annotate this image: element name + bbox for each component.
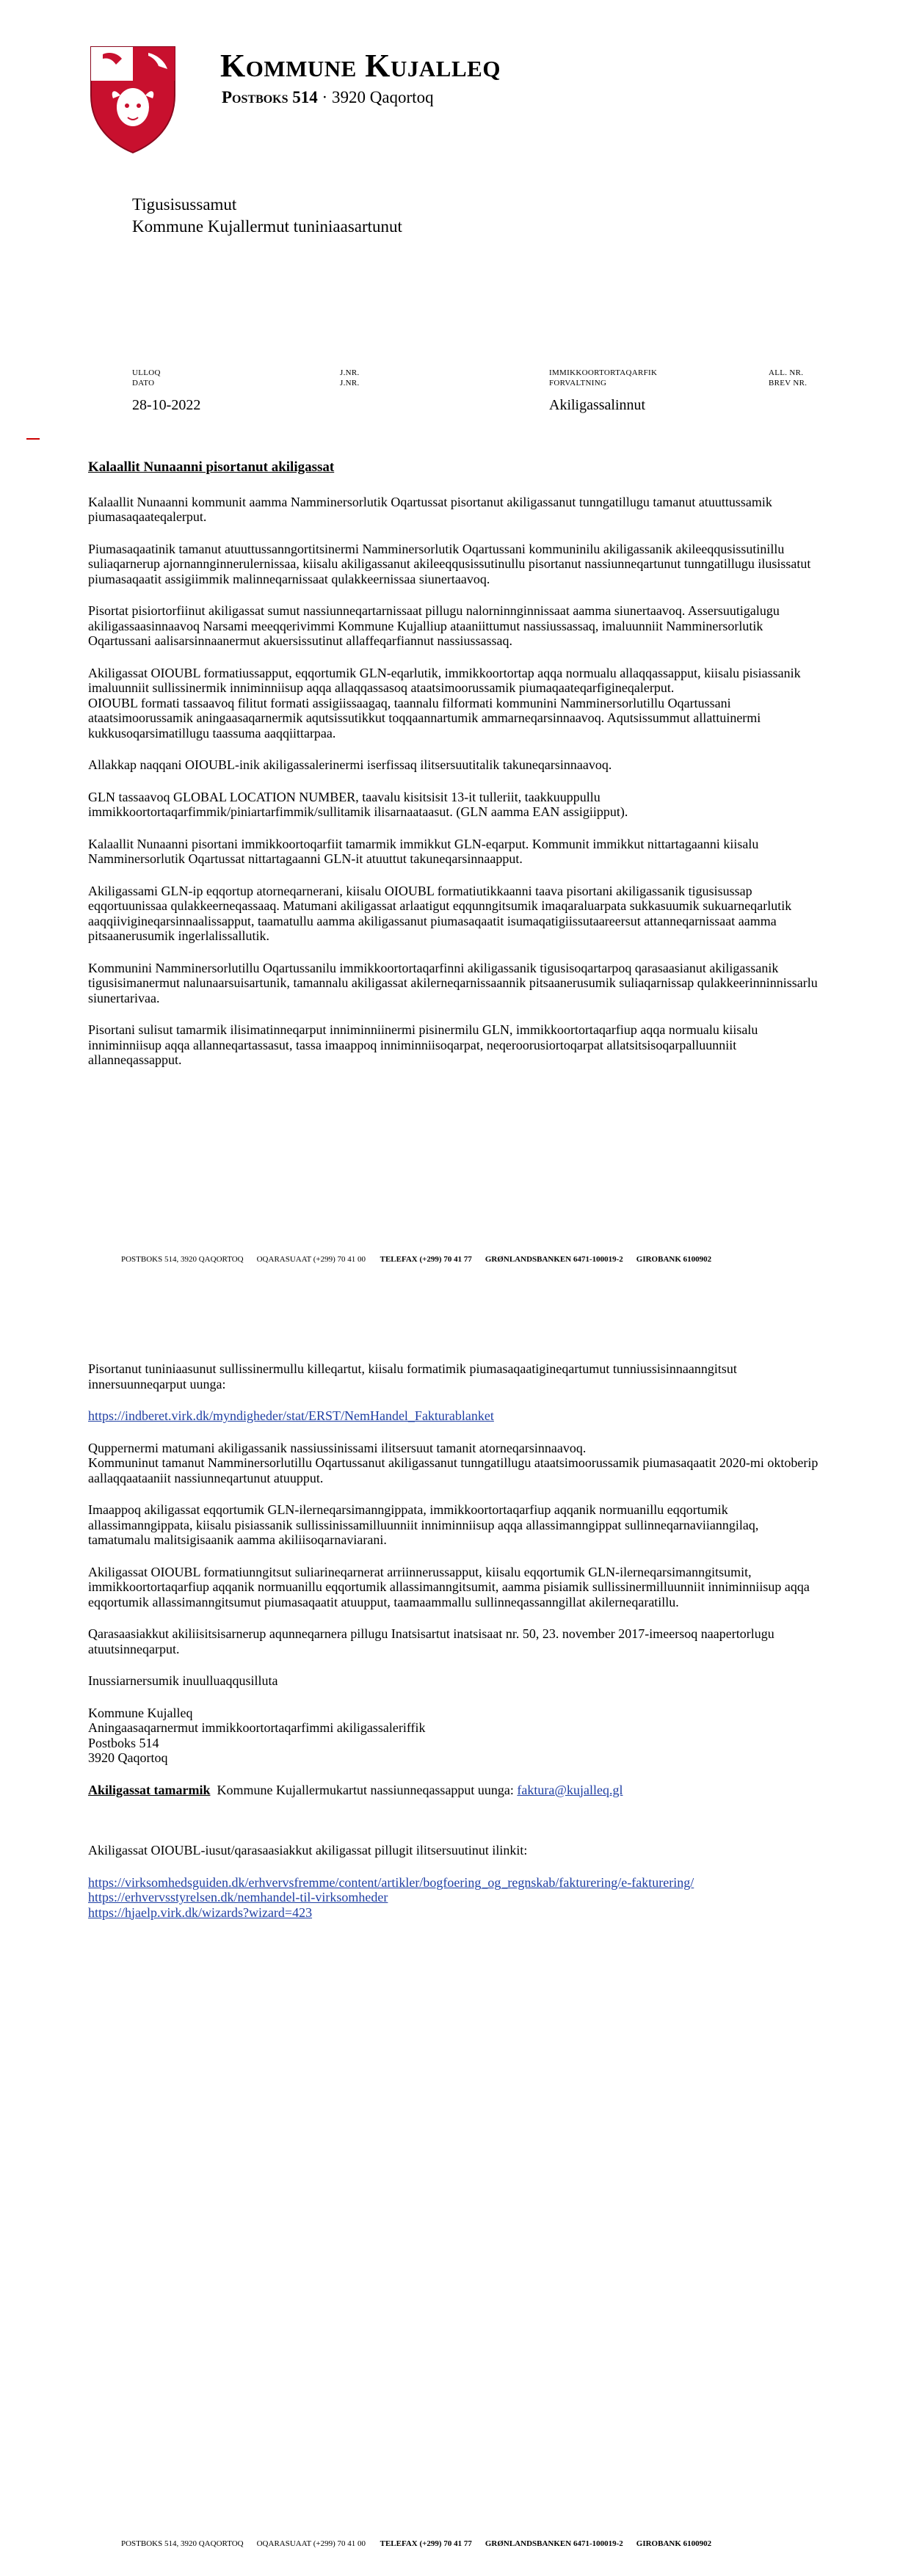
meta-label: DATO <box>132 379 155 388</box>
meta-label: ULLOQ <box>132 368 161 377</box>
paragraph: Pisortanut tuniniaasunut sullissinermullu killeqartut, kiisalu formatimik piumasaqaatigineqartumut tunniussisinnaanngitsut innersuunneqarput uunga: <box>88 1361 737 1391</box>
paragraph-line: OIOUBL formati tassaavoq filitut formati assigiissaagaq, taannalu filformati kommunini Namminersorlutillu Oqartussani ataatsimoorussamik aningaasaqarnermik aqutsissutikkut toqqaannartumik ammarneqarsinnaavoq. Aqutsissummut allattuinermi kukkusoqarsimatillugu taassuma aaqqiittarpaa. <box>88 695 761 741</box>
meta-label: FORVALTNING <box>549 379 607 388</box>
fakturablanket-link[interactable]: https://indberet.virk.dk/myndigheder/stat/ERST/NemHandel_Fakturablanket <box>88 1408 494 1423</box>
invoice-label: Akiligassat tamarmik <box>88 1782 211 1797</box>
paragraph <box>88 666 822 741</box>
footer-giro: GIROBANK 6100902 <box>636 1255 712 1264</box>
paragraph: Piumasaqaatinik tamanut atuuttussanngortitsinermi Namminersorlutik Oqartussani kommuninilu akiligassanik akileeqqusissutinillu suliaqarnerup ajornannginnerulernissaa, kiisalu akiligassanut akileeqqusissutinullu pisortanut nassiunneqartunut tunngatillugu ilusissatut piumasaqaatit assigiimmik malinneqarnissaat qulakkeernissaa siunertaavoq. <box>88 541 811 586</box>
paragraph-line: Quppernermi matumani akiligassanik nassiussinissami ilitsersuut tamanit atorneqarsinnaavoq. <box>88 1440 587 1455</box>
recipient-line-1: Tigusisussamut <box>132 195 237 214</box>
paragraph-line: Kommuninut tamanut Namminersorlutillu Oqartussanut akiligassanut tunngatillugu ataatsimoorussamik piumasaqaatit 2020-mi oktoberip aallaqqaataaniit nassiunneqartunut atuupput. <box>88 1455 819 1485</box>
page-footer <box>121 2539 826 2549</box>
meta-jnr <box>340 368 360 388</box>
letter-body-page-1 <box>88 460 822 1085</box>
footer-fax: TELEFAX (+299) 70 41 77 <box>380 2539 472 2548</box>
letter-heading: Kalaallit Nunaanni pisortanut akiligassat <box>88 459 335 475</box>
paragraph: Akiligassat OIOUBL formatiunngitsut suliarineqarnerat arriinnerussapput, kiisalu eqqortumik GLN-ilerneqarsimanngitsumit, immikkoortortaqarfiup aqqanik normuanillu eqqortumik allassimanngitsumit, aamma pisiamik sullissinermilluunniit inniminniisup aqqa eqqortumik allassimanngitsumut piumasaqaatit atuupput, taamaammallu sullinneqassanngillat akilerneqaratillu. <box>88 1564 810 1609</box>
letter-body-page-2 <box>88 1361 822 1937</box>
meta-label: J.NR. <box>340 368 360 377</box>
paragraph-line: Akiligassat OIOUBL formatiussapput, eqqortumik GLN-eqarlutik, immikkoortortap aqqa normualu allaqqassapput, kiisalu pisiassanik imaluunniit sullissinermik inniminniisup aqqa allaqqassasoq ataatsimoorussamik piumaqaateqarfigineqalerput. <box>88 665 801 695</box>
footer-giro: GIROBANK 6100902 <box>636 2539 712 2548</box>
footer-postbox: POSTBOKS 514, 3920 QAQORTOQ <box>121 1255 244 1264</box>
recipient-block <box>132 194 402 238</box>
footer-phone: OQARASUAAT (+299) 70 41 00 <box>256 1255 366 1264</box>
footer-bank: GRØNLANDSBANKEN 6471-100019-2 <box>484 1255 623 1264</box>
municipal-shield-crest-icon <box>88 44 178 156</box>
virk-wizard-link[interactable]: https://hjaelp.virk.dk/wizards?wizard=423 <box>88 1904 313 1920</box>
organization-address <box>222 88 434 107</box>
paragraph: GLN tassaavoq GLOBAL LOCATION NUMBER, taavalu kisitsisit 13-it tulleriit, taakkuuppullu immikkoortortaqarfimmik/piniartarfimmik/sullitamik ilisarnaataasut. (GLN aamma EAN assigiipput). <box>88 789 628 819</box>
paragraph: Kalaallit Nunaanni kommunit aamma Namminersorlutik Oqartussat pisortanut akiligassanut tunngatillugu tamanut atuuttussamik piumasaqaateqalerput. <box>88 494 772 524</box>
footer-postbox: POSTBOKS 514, 3920 QAQORTOQ <box>121 2539 244 2548</box>
signature-line: Postboks 514 <box>88 1735 159 1750</box>
virksomhedsguiden-link[interactable]: https://virksomhedsguiden.dk/erhvervsfremme/content/artikler/bogfoering_og_regnskab/fakturering/e-fakturering/ <box>88 1874 694 1890</box>
footer-fax: TELEFAX (+299) 70 41 77 <box>380 1255 472 1264</box>
meta-department <box>549 368 657 414</box>
paragraph: Qarasaasiakkut akiliisitsisarnerup aqunneqarnera pillugu Inatsisartut inatsisaat nr. 50, 23. november 2017-imeersoq naapertorlugu atuutsinneqarput. <box>88 1626 774 1656</box>
paragraph: Imaappoq akiligassat eqqortumik GLN-ilerneqarsimanngippata, immikkoortortaqarfiup aqqanik normuanillu eqqortumik allassimanngippata, kiisalu pisiassanik sullissinissamilluunniit inniminniisup aqqa allassimanngippat sullinneqarnaviianngilaq, tamatumalu malitsigisaanik aamma akiliisoqarnaviarani. <box>88 1502 759 1547</box>
paragraph <box>88 1441 822 1486</box>
closing: Inussiarnersumik inuulluaqqusilluta <box>88 1673 278 1688</box>
footer-phone: OQARASUAAT (+299) 70 41 00 <box>256 2539 366 2548</box>
paragraph: Allakkap naqqani OIOUBL-inik akiligassalerinermi iserfissaq ilitsersuutitalik takuneqarsinnaavoq. <box>88 757 612 772</box>
postbox: Postboks 514 <box>222 88 318 106</box>
erhvervsstyrelsen-link[interactable]: https://erhvervsstyrelsen.dk/nemhandel-til-virksomheder <box>88 1890 388 1904</box>
invoice-text: Kommune Kujallermukartut nassiunneqassapput uunga: <box>210 1782 518 1797</box>
meta-label: ALL. NR. <box>769 368 804 377</box>
paragraph: Kommunini Namminersorlutillu Oqartussanilu immikkoortortaqarfinni akiligassanik tigusisoqartarpoq qarasaasianut akiligassanik tigusisimanermut nalunaarsuisartunik, tamannalu akiligassat akilerneqarnissaannik pitsaanerusumik suliaqarnissap qulakkeerinninnissarlu siunertarivaa. <box>88 960 818 1005</box>
paragraph: Pisortat pisiortorfiinut akiligassat sumut nassiunneqartarnissaat pillugu nalorninnginnissaat aamma siunertaavoq. Assersuutigalugu akiligassaasinnaavoq Narsami meeqqerivimmi Kommune Kujalliup ataaniittumut nassiussassaq, imaluunniit Namminersorlutik Oqartussani aalisarsinnaanermut akuersissutinut allaffeqarfiannut nassiussassaq. <box>88 603 780 648</box>
meta-label: BREV NR. <box>769 379 807 388</box>
meta-letter-no <box>769 368 807 388</box>
invoice-address-line <box>88 1783 822 1798</box>
fold-mark <box>26 438 40 440</box>
address-separator: · <box>322 88 328 106</box>
signature-line: Aningaasaqarnermut immikkoortortaqarfimmi akiligassaleriffik <box>88 1720 426 1735</box>
signature-line: Kommune Kujalleq <box>88 1705 193 1720</box>
meta-label: J.NR. <box>340 379 360 388</box>
faktura-email-link[interactable]: faktura@kujalleq.gl <box>517 1782 623 1797</box>
department-value: Akiligassalinnut <box>549 397 646 413</box>
organization-name: Kommune Kujalleq <box>220 48 501 84</box>
meta-label: IMMIKKOORTORTAQARFIK <box>549 368 658 377</box>
paragraph: Kalaallit Nunaanni pisortani immikkoortoqarfiit tamarmik immikkut GLN-eqarput. Kommunit immikkut nittartagaanni kiisalu Namminersorlutik Oqartussat nittartagaanni GLN-it atuuttut takuneqarsinnaapput. <box>88 836 759 866</box>
signature-line: 3920 Qaqortoq <box>88 1750 168 1765</box>
city: 3920 Qaqortoq <box>331 88 434 106</box>
paragraph <box>88 1408 822 1424</box>
guide-links <box>88 1875 822 1921</box>
recipient-line-2: Kommune Kujallermut tuniniaasartunut <box>132 217 402 236</box>
footer-bank: GRØNLANDSBANKEN 6471-100019-2 <box>484 2539 623 2548</box>
paragraph: Pisortani sulisut tamarmik ilisimatinneqarput inniminniinermi pisinermilu GLN, immikkoortortaqarfiup aqqa normualu kiisalu inniminniisup aqqa allanneqartassasut, tassa imaappoq inniminniisoqarpat, neqeroorusiortoqarpat allatsitsisoqarpalluunniit allanneqassapput. <box>88 1022 758 1067</box>
paragraph: Akiligassat OIOUBL-iusut/qarasaasiakkut akiligassat pillugit ilitsersuutinut ilinkit: <box>88 1843 528 1858</box>
page-footer <box>121 1255 826 1265</box>
paragraph: Akiligassami GLN-ip eqqortup atorneqarnerani, kiisalu OIOUBL formatiutikkaanni taava pisortani akiligassanik tigusisussap eqqortuunissaa qulakkeerneqassaaq. Matumani akiligassat arlaatigut eqqunngitsumik imaqaraluarpata sukkasuumik sukuarneqarlutik aaqqiivigineqarsinnaalissapput, taamatullu aamma akiligassanut piumasaqaatit isumaqatigiissutaareersut attanneqarnissaat aamma pitsaanerusumik ingerlalissallutik. <box>88 883 792 943</box>
signature-block <box>88 1706 822 1766</box>
meta-date <box>132 368 200 414</box>
date-value: 28-10-2022 <box>132 397 201 413</box>
